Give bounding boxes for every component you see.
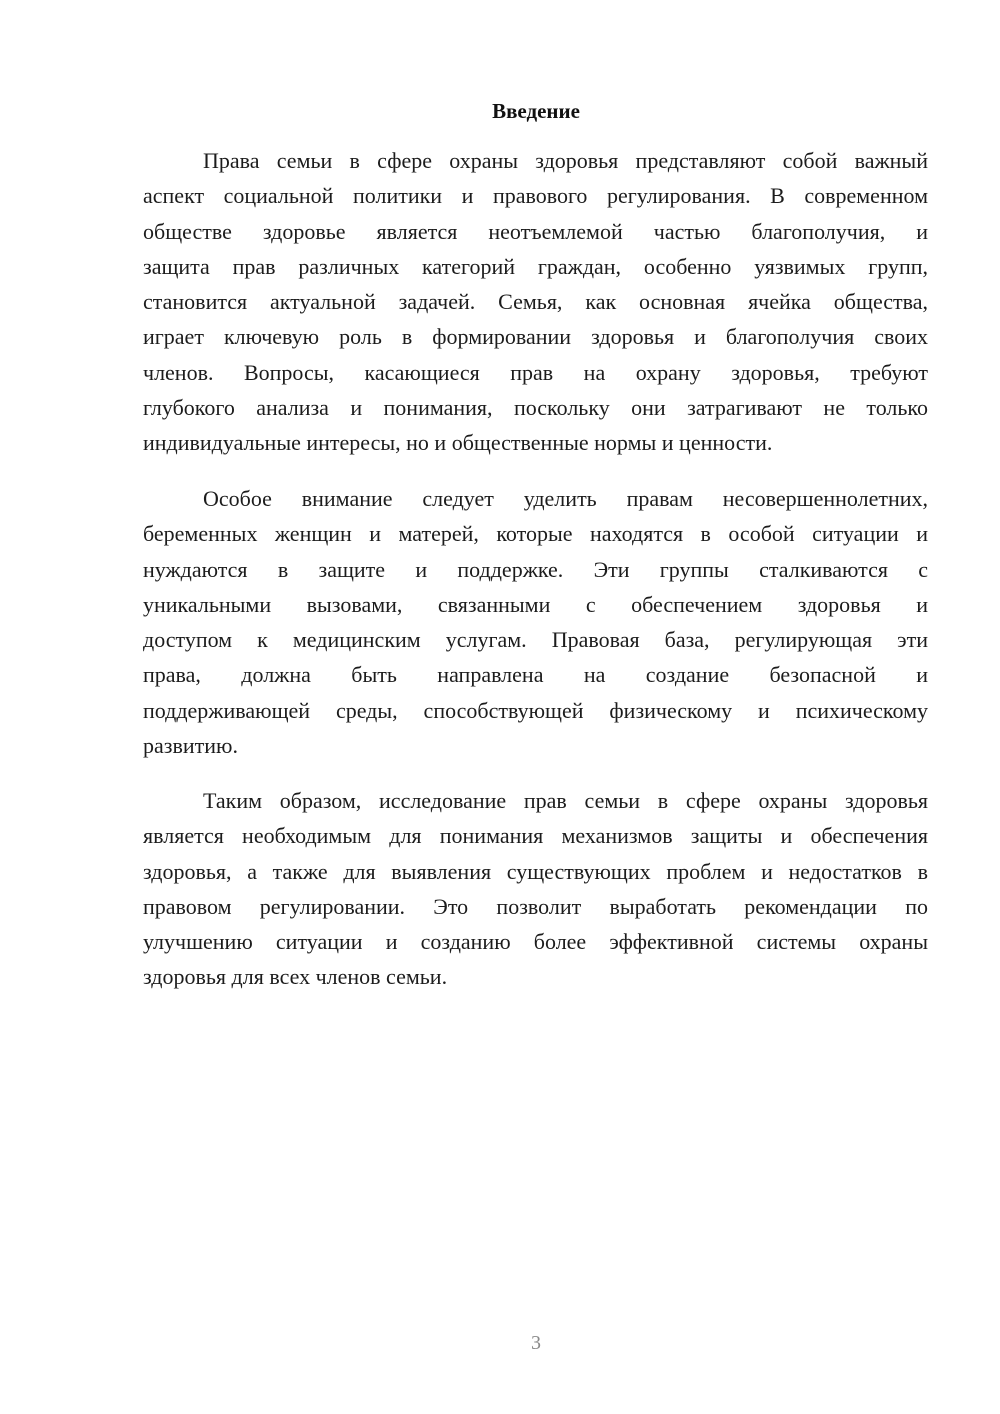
text-line: играет ключевую роль в формировании здоровья и благополучия своих bbox=[143, 324, 928, 350]
text-line: доступом к медицинским услугам. Правовая база, регулирующая эти bbox=[143, 627, 928, 653]
text-line: поддерживающей среды, способствующей физическому и психическому bbox=[143, 697, 928, 723]
text-line: защита прав различных категорий граждан, особенно уязвимых групп, bbox=[143, 253, 928, 279]
text-line: Особое внимание следует уделить правам несовершеннолетних, bbox=[203, 486, 928, 511]
section-title: Введение bbox=[492, 99, 580, 123]
text-line: уникальными вызовами, связанными с обеспечением здоровья и bbox=[143, 591, 928, 617]
text-line: индивидуальные интересы, но и общественные нормы и ценности. bbox=[143, 430, 773, 456]
text-line: здоровья, а также для выявления существующих проблем и недостатков в bbox=[143, 858, 928, 884]
paragraph-2 bbox=[143, 481, 928, 763]
text-line: развитию. bbox=[143, 733, 238, 759]
text-line: здоровья для всех членов семьи. bbox=[143, 964, 448, 990]
text-line: глубокого анализа и понимания, поскольку они затрагивают не только bbox=[143, 395, 928, 421]
page-number: 3 bbox=[531, 1332, 541, 1354]
text-line: Права семьи в сфере охраны здоровья представляют собой важный bbox=[203, 148, 928, 173]
text-line: правовом регулировании. Это позволит выработать рекомендации по bbox=[143, 893, 928, 919]
text-line: является необходимым для понимания механизмов защиты и обеспечения bbox=[143, 823, 928, 849]
text-line: права, должна быть направлена на создание безопасной и bbox=[143, 662, 928, 688]
paragraph-1 bbox=[143, 143, 928, 461]
paragraph-3 bbox=[143, 783, 928, 995]
text-line: беременных женщин и матерей, которые находятся в особой ситуации и bbox=[143, 521, 928, 547]
text-line: становится актуальной задачей. Семья, как основная ячейка общества, bbox=[143, 289, 928, 315]
text-line: улучшению ситуации и созданию более эффективной системы охраны bbox=[143, 929, 928, 955]
text-line: обществе здоровье является неотъемлемой частью благополучия, и bbox=[143, 218, 928, 244]
text-line: Таким образом, исследование прав семьи в сфере охраны здоровья bbox=[203, 788, 928, 813]
text-line: аспект социальной политики и правового регулирования. В современном bbox=[143, 183, 928, 209]
text-line: нуждаются в защите и поддержке. Эти группы сталкиваются с bbox=[143, 556, 928, 582]
text-line: членов. Вопросы, касающиеся прав на охрану здоровья, требуют bbox=[143, 359, 928, 385]
